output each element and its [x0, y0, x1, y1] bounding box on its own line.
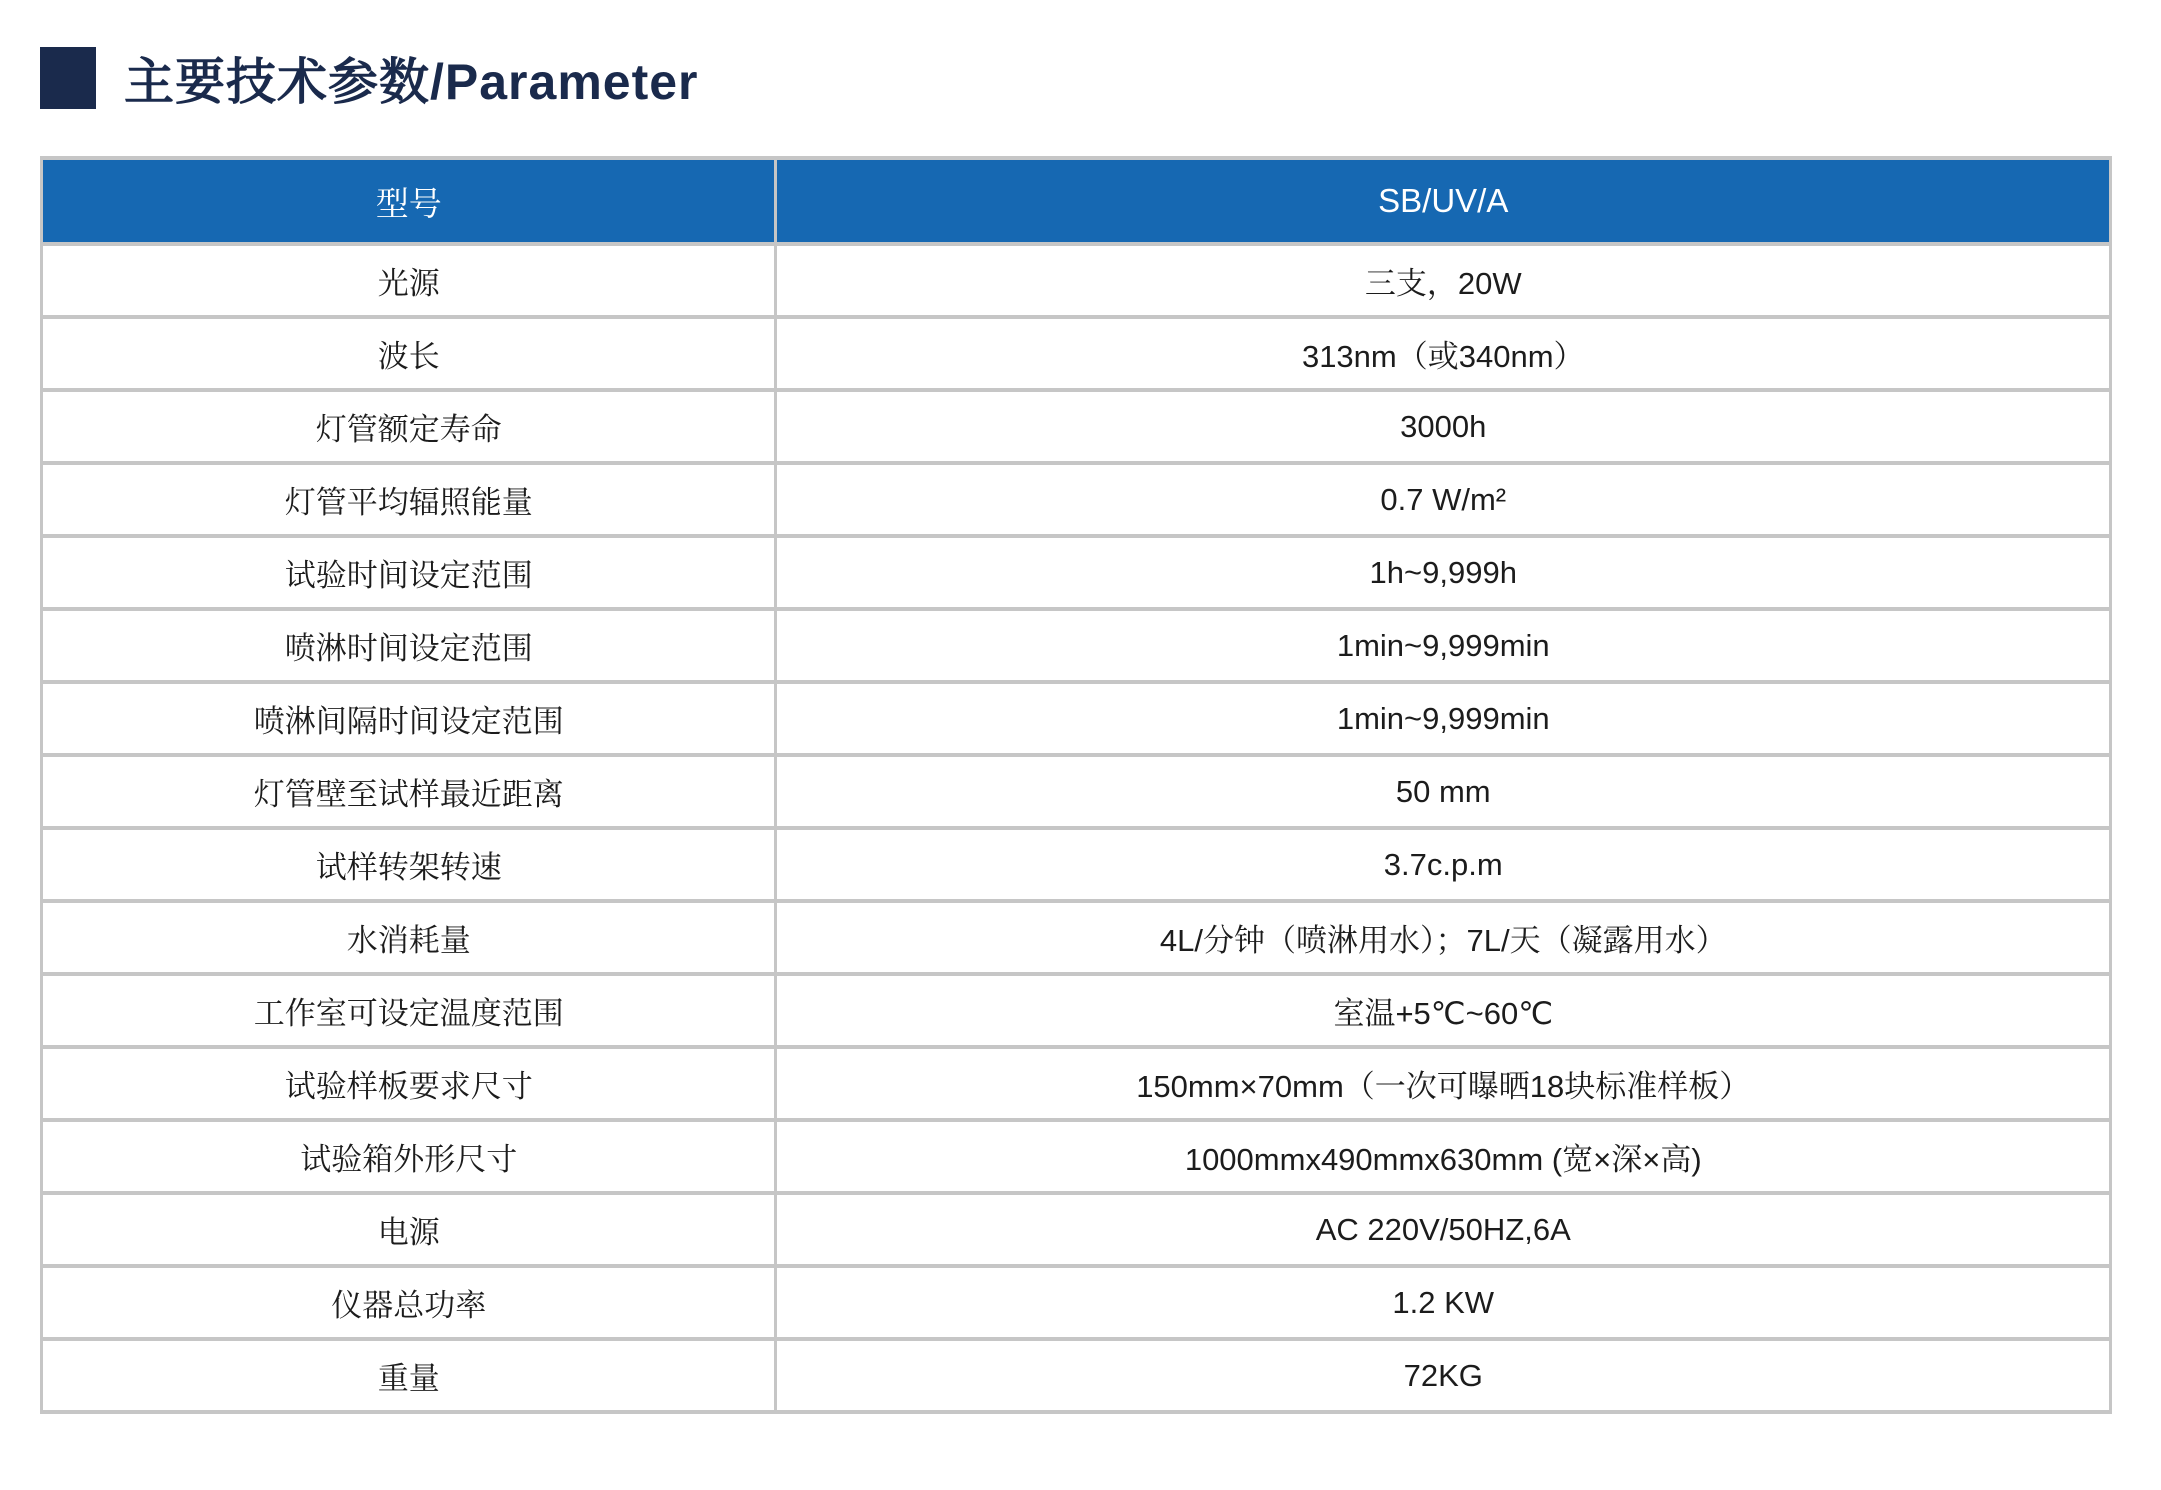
table-row [42, 609, 2111, 682]
param-value: 1000mmx490mmx630mm (宽×深×高) [776, 1120, 2111, 1193]
param-value: AC 220V/50HZ,6A [776, 1193, 2111, 1266]
param-label: 灯管额定寿命 [42, 390, 776, 463]
parameter-table-header [42, 158, 2111, 244]
title-square-icon [40, 47, 96, 109]
table-row [42, 1339, 2111, 1412]
param-value: 4L/分钟（喷淋用水）；7L/天（凝露用水） [776, 901, 2111, 974]
param-value: 313nm（或340nm） [776, 317, 2111, 390]
table-row [42, 463, 2111, 536]
table-row [42, 1266, 2111, 1339]
model-label-header: 型号 [42, 158, 776, 244]
param-label: 灯管壁至试样最近距离 [42, 755, 776, 828]
table-row [42, 536, 2111, 609]
parameter-table [40, 156, 2112, 1414]
model-value-header: SB/UV/A [776, 158, 2111, 244]
table-row [42, 1047, 2111, 1120]
param-label: 水消耗量 [42, 901, 776, 974]
param-value: 3.7c.p.m [776, 828, 2111, 901]
page-title: 主要技术参数/Parameter [124, 54, 699, 110]
param-value: 150mm×70mm（一次可曝晒18块标准样板） [776, 1047, 2111, 1120]
parameter-table-body [42, 244, 2111, 1412]
table-row [42, 755, 2111, 828]
table-row [42, 244, 2111, 317]
table-row [42, 828, 2111, 901]
param-label: 波长 [42, 317, 776, 390]
param-label: 灯管平均辐照能量 [42, 463, 776, 536]
param-label: 喷淋时间设定范围 [42, 609, 776, 682]
table-row [42, 974, 2111, 1047]
param-value: 0.7 W/m² [776, 463, 2111, 536]
param-label: 喷淋间隔时间设定范围 [42, 682, 776, 755]
table-row [42, 682, 2111, 755]
param-value: 1min~9,999min [776, 682, 2111, 755]
param-label: 光源 [42, 244, 776, 317]
param-label: 仪器总功率 [42, 1266, 776, 1339]
param-value: 室温+5℃~60℃ [776, 974, 2111, 1047]
param-value: 三支，20W [776, 244, 2111, 317]
param-value: 50 mm [776, 755, 2111, 828]
param-label: 试验箱外形尺寸 [42, 1120, 776, 1193]
param-value: 3000h [776, 390, 2111, 463]
param-label: 试验样板要求尺寸 [42, 1047, 776, 1120]
param-label: 工作室可设定温度范围 [42, 974, 776, 1047]
table-row [42, 901, 2111, 974]
section-header [40, 42, 699, 114]
param-value: 72KG [776, 1339, 2111, 1412]
table-row [42, 1120, 2111, 1193]
table-row [42, 390, 2111, 463]
param-label: 试验时间设定范围 [42, 536, 776, 609]
param-value: 1min~9,999min [776, 609, 2111, 682]
table-row [42, 1193, 2111, 1266]
header-row [42, 158, 2111, 244]
param-label: 试样转架转速 [42, 828, 776, 901]
param-value: 1h~9,999h [776, 536, 2111, 609]
param-label: 电源 [42, 1193, 776, 1266]
param-label: 重量 [42, 1339, 776, 1412]
table-row [42, 317, 2111, 390]
param-value: 1.2 KW [776, 1266, 2111, 1339]
